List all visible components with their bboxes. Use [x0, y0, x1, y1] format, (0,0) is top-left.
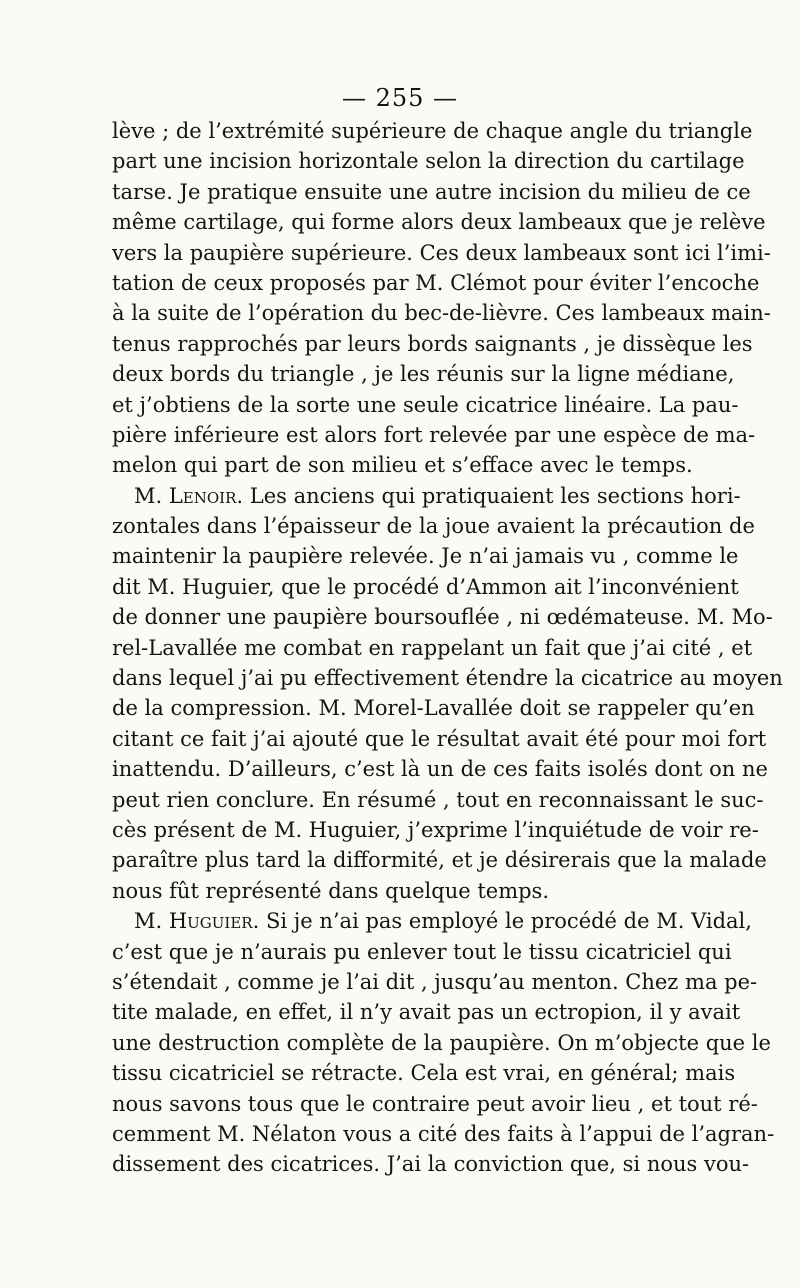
line-text: Les anciens qui pratiquaient les sections hori- [243, 483, 741, 508]
text-line [112, 876, 670, 906]
text-line [112, 663, 783, 693]
text-line [112, 146, 745, 176]
line-text: s’étendait , comme je l’ai dit , jusqu’au menton. Chez ma pe- [112, 969, 758, 994]
text-line [112, 390, 739, 420]
line-text: lève ; de l’extrémité supérieure de chaque angle du triangle [112, 119, 753, 143]
speaker-name: M. Lenoir. [134, 483, 244, 508]
text-line [112, 329, 753, 359]
line-text: tenus rapprochés par leurs bords saignants , je dissèque les [112, 331, 753, 356]
line-text: c’est que je n’aurais pu enlever tout le tissu cicatriciel qui [112, 939, 732, 964]
text-line [112, 238, 771, 268]
text-line [112, 359, 735, 389]
text-line [112, 1028, 771, 1058]
line-text: citant ce fait j’ai ajouté que le résultat avait été pour moi fort [112, 726, 767, 751]
line-text: deux bords du triangle , je les réunis sur la ligne médiane, [112, 362, 735, 387]
line-text: zontales dans l’épaisseur de la joue avaient la précaution de [112, 514, 755, 539]
line-text: nous fût représenté dans quelque temps. [112, 878, 550, 903]
line-text: pière inférieure est alors fort relevée par une espèce de ma- [112, 422, 756, 447]
line-text: Si je n’ai pas employé le procédé de M. Vidal, [259, 909, 752, 934]
text-line [112, 633, 753, 663]
text-line [112, 116, 753, 146]
text-line [112, 420, 756, 450]
text-line [112, 450, 693, 480]
line-text: dissement des cicatrices. J’ai la conviction que, si nous vou- [112, 1152, 750, 1177]
line-text: inattendu. D’ailleurs, c’est là un de ces faits isolés dont on ne [112, 757, 768, 782]
line-text: paraître plus tard la difformité, et je désirerais que la malade [112, 848, 767, 873]
line-text: une destruction complète de la paupière. On m’objecte que le [112, 1030, 771, 1055]
text-line [112, 298, 771, 328]
text-line [112, 845, 767, 875]
text-line [112, 602, 773, 632]
line-text: de la compression. M. Morel-Lavallée doit se rappeler qu’en [112, 696, 755, 721]
text-line [112, 906, 752, 936]
line-text: nous savons tous que le contraire peut avoir lieu , et tout ré- [112, 1091, 758, 1116]
line-text: même cartilage, qui forme alors deux lambeaux que je relève [112, 210, 766, 235]
line-text: peut rien conclure. En résumé , tout en reconnaissant le suc- [112, 787, 764, 812]
text-line [112, 511, 755, 541]
text-line [112, 268, 760, 298]
text-line [112, 177, 751, 207]
text-line [112, 572, 739, 602]
text-line [112, 541, 739, 571]
line-text: dans lequel j’ai pu effectivement étendre la cicatrice au moyen [112, 666, 783, 691]
line-text: et j’obtiens de la sorte une seule cicatrice linéaire. La pau- [112, 392, 739, 417]
line-text: cès présent de M. Huguier, j’exprime l’inquiétude de voir re- [112, 817, 759, 842]
line-text: tissu cicatriciel se rétracte. Cela est vrai, en général; mais [112, 1061, 736, 1086]
text-line [112, 481, 741, 511]
line-text: maintenir la paupière relevée. Je n’ai jamais vu , comme le [112, 544, 739, 569]
speaker-name: M. Huguier. [134, 909, 260, 934]
text-line [112, 967, 758, 997]
text-line [112, 997, 741, 1027]
page-number: — 255 — [341, 84, 459, 112]
text-line [112, 937, 732, 967]
line-text: tarse. Je pratique ensuite une autre incision du milieu de ce [112, 179, 751, 204]
line-text: vers la paupière supérieure. Ces deux lambeaux sont ici l’imi- [112, 240, 771, 265]
text-line [112, 815, 759, 845]
line-text: part une incision horizontale selon la direction du cartilage [112, 149, 745, 174]
text-line [112, 1058, 736, 1088]
line-text: à la suite de l’opération du bec-de-lièvre. Ces lambeaux main- [112, 301, 771, 326]
text-line [112, 1119, 775, 1149]
line-text: dit M. Huguier, que le procédé d’Ammon ait l’inconvénient [112, 574, 739, 599]
text-line [112, 754, 768, 784]
body-text [112, 116, 783, 1180]
text-line [112, 1149, 750, 1179]
text-line [112, 1089, 758, 1119]
line-text: cemment M. Nélaton vous a cité des faits à l’appui de l’agran- [112, 1121, 775, 1146]
line-text: tite malade, en effet, il n’y avait pas un ectropion, il y avait [112, 1000, 741, 1025]
line-text: de donner une paupière boursouflée , ni œdémateuse. M. Mo- [112, 605, 773, 630]
text-line [112, 207, 766, 237]
line-text: rel-Lavallée me combat en rappelant un fait que j’ai cité , et [112, 635, 753, 660]
text-line [112, 724, 767, 754]
line-text: melon qui part de son milieu et s’efface avec le temps. [112, 453, 693, 478]
text-line [112, 785, 764, 815]
text-line [112, 693, 755, 723]
line-text: tation de ceux proposés par M. Clémot pour éviter l’encoche [112, 270, 760, 295]
